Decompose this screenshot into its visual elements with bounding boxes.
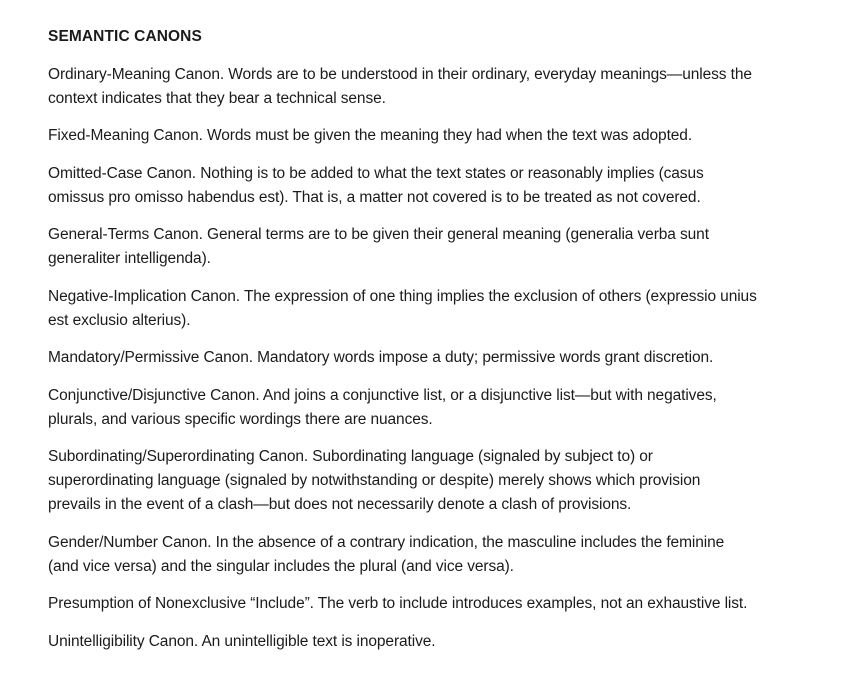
canon-unintelligibility — [48, 630, 832, 654]
text-line: Unintelligibility Canon. An unintelligible text is inoperative. — [48, 632, 436, 650]
text-line: Subordinating/Superordinating Canon. Subordinating language (signaled by subject to) or — [48, 448, 653, 465]
canon-subordinating-superordinating — [48, 445, 832, 517]
text-line: generaliter intelligenda). — [48, 250, 211, 267]
canon-fixed-meaning — [48, 124, 832, 148]
text-line: context indicates that they bear a technical sense. — [48, 89, 386, 107]
text-line: (and vice versa) and the singular includes the plural (and vice versa). — [48, 557, 514, 575]
canon-general-terms — [48, 223, 832, 271]
text-line: General-Terms Canon. General terms are to be given their general meaning (generalia verba sunt — [48, 226, 709, 243]
text-line: Omitted-Case Canon. Nothing is to be added to what the text states or reasonably implies (casus — [48, 164, 704, 182]
text-line: Presumption of Nonexclusive “Include”. The verb to include introduces examples, not an exhaustive list. — [48, 595, 748, 612]
page-title: SEMANTIC CANONS — [48, 28, 202, 45]
text-line: est exclusio alterius). — [48, 311, 191, 329]
text-line: Fixed-Meaning Canon. Words must be given the meaning they had when the text was adopted. — [48, 127, 693, 144]
text-line: Gender/Number Canon. In the absence of a contrary indication, the masculine includes the feminine — [48, 533, 725, 551]
canon-omitted-case — [48, 162, 832, 210]
text-line: Ordinary-Meaning Canon. Words are to be understood in their ordinary, everyday meanings—unless the — [48, 65, 752, 83]
canon-conjunctive-disjunctive — [48, 384, 832, 432]
canon-gender-number — [48, 531, 832, 579]
canon-ordinary-meaning — [48, 63, 832, 111]
text-line: superordinating language (signaled by notwithstanding or despite) merely shows which provision — [48, 472, 701, 489]
canon-negative-implication — [48, 285, 832, 333]
text-line: Mandatory/Permissive Canon. Mandatory words impose a duty; permissive words grant discretion. — [48, 349, 714, 366]
text-line: prevails in the event of a clash—but does not necessarily denote a clash of provisions. — [48, 496, 632, 513]
text-line: Negative-Implication Canon. The expression of one thing implies the exclusion of others (expressio unius — [48, 287, 757, 305]
text-line: omissus pro omisso habendus est). That is, a matter not covered is to be treated as not covered. — [48, 188, 701, 206]
canon-mandatory-permissive — [48, 346, 832, 370]
text-line: Conjunctive/Disjunctive Canon. And joins a conjunctive list, or a disjunctive list—but with negatives, — [48, 386, 717, 404]
text-line: plurals, and various specific wordings there are nuances. — [48, 410, 433, 428]
canon-presumption-nonexclusive-include — [48, 592, 832, 616]
